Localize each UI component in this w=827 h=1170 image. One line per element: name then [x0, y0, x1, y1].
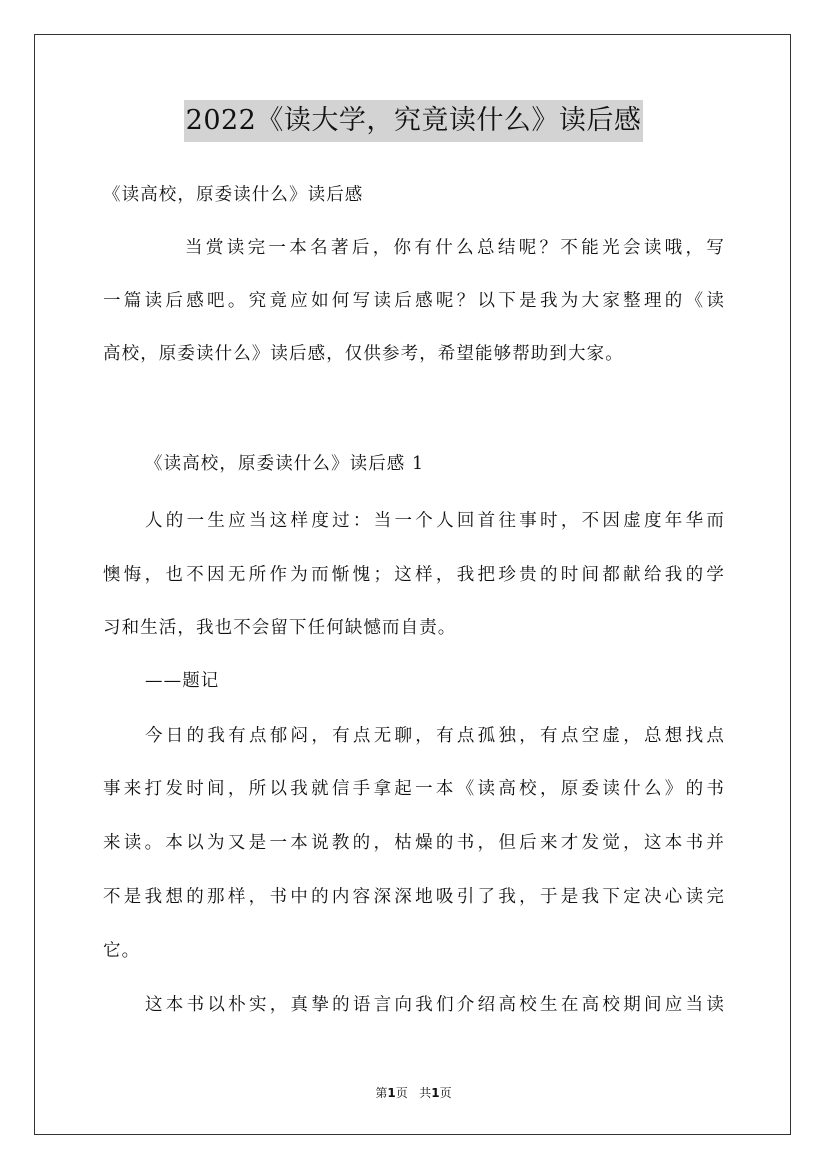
footer-page-prefix: 第 — [375, 1086, 388, 1100]
para2-line-3: 来读。本以为又是一本说教的，枯燥的书，但后来才发觉，这本书并 — [103, 833, 725, 853]
subtitle: 《读高校，原委读什么》读后感 — [103, 185, 364, 205]
footer-page-number: 1 — [387, 1086, 396, 1100]
para2-line-1: 今日的我有点郁闷，有点无聊，有点孤独，有点空虚，总想找点 — [145, 726, 725, 746]
intro-line-1: 当赏读完一本名著后，你有什么总结呢？不能光会读哦，写 — [185, 238, 725, 258]
para3-line-1: 这本书以朴实，真挚的语言向我们介绍高校生在高校期间应当读 — [145, 995, 725, 1015]
para2-line-4: 不是我想的那样，书中的内容深深地吸引了我，于是我下定决心读完 — [103, 887, 725, 907]
epigraph: ——题记 — [145, 671, 220, 691]
document-title: 2022《读大学，究竟读什么》读后感 — [184, 100, 644, 142]
para2-line-2: 事来打发时间，所以我就信手拿起一本《读高校，原委读什么》的书 — [103, 779, 725, 799]
intro-line-2: 一篇读后感吧。究竟应如何写读后感呢？以下是我为大家整理的《读 — [103, 291, 725, 311]
para1-line-2: 懊悔，也不因无所作为而惭愧；这样，我把珍贵的时间都献给我的学 — [103, 565, 725, 585]
para1-line-3: 习和生活，我也不会留下任何缺憾而自责。 — [103, 618, 457, 638]
footer-total-prefix: 共 — [419, 1086, 432, 1100]
section-heading: 《读高校，原委读什么》读后感 1 — [145, 454, 425, 474]
footer-total-suffix: 页 — [439, 1086, 452, 1100]
intro-line-3: 高校，原委读什么》读后感，仅供参考，希望能够帮助到大家。 — [103, 344, 624, 364]
para1-line-1: 人的一生应当这样度过：当一个人回首往事时，不因虚度年华而 — [145, 511, 725, 531]
title-container — [0, 100, 827, 142]
footer-total-number: 1 — [431, 1086, 440, 1100]
page-footer — [0, 1084, 827, 1101]
para2-line-5: 它。 — [103, 941, 141, 961]
footer-page-suffix: 页 — [395, 1086, 408, 1100]
